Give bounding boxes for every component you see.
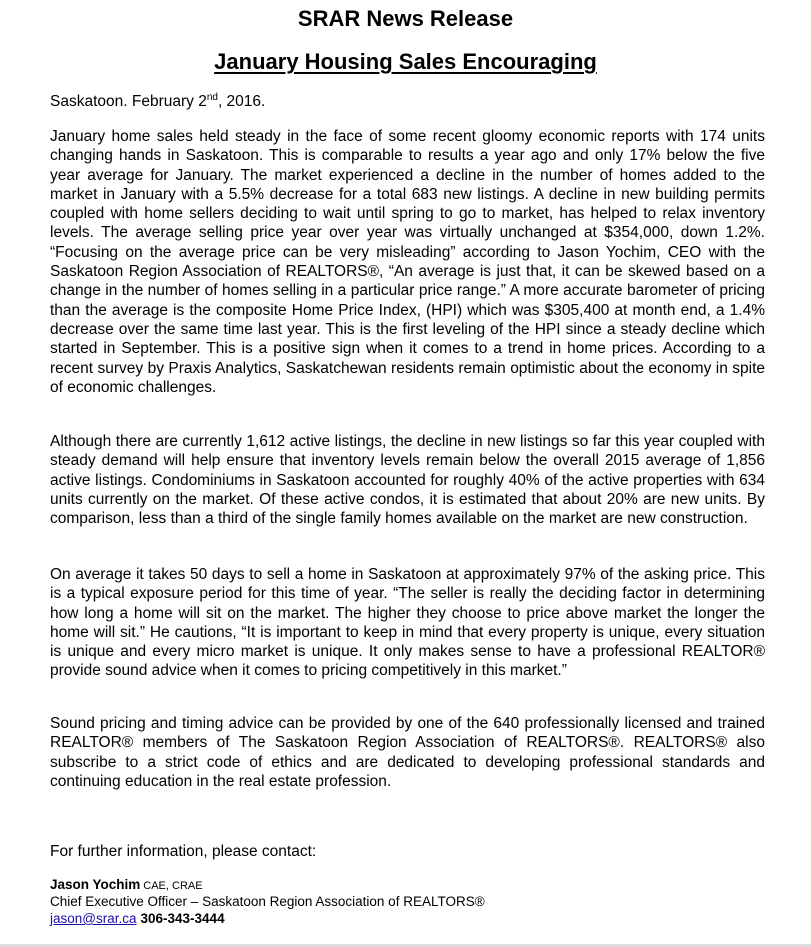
body-paragraph-2: Although there are currently 1,612 active listings, the decline in new listings so far this year coupled with steady demand will help ensure that inventory levels remain below the overall 2015 average of 1,856 active listings. Condominiums in Saskatoon accounted for roughly 40% of the active properties with 634 units currently on the market. Of these active condos, it is estimated that about 20% are new units. By comparison, less than a third of the single family homes available on the market are new construction. [50,433,765,528]
contact-name: Jason Yochim [50,877,141,892]
dateline-prefix: Saskatoon. February 2 [50,93,207,110]
contact-phone: 306-343-3444 [140,911,225,926]
release-header-title: SRAR News Release [297,6,514,31]
body-paragraph-4: Sound pricing and timing advice can be provided by one of the 640 professionally licensed and trained REALTOR® members of The Saskatoon Region Association of REALTORS®. REALTORS® also subscribe to a strict code of ethics and are dedicated to developing professional standards and continuing education in the real estate profession. [50,715,765,790]
dateline-superscript: nd [206,91,218,103]
body-paragraph-1: January home sales held steady in the face of some recent gloomy economic reports with 174 units changing hands in Saskatoon. This is comparable to results a year ago and only 17% below the five year average for January. The market experienced a decline in the number of homes added to the market in January with a 5.5% decrease for a total 683 new listings. A decline in new building permits coupled with home sellers deciding to wait until spring to go to market, has helped to relax inventory levels. The average selling price year over year was virtually unchanged at $354,000, down 1.2%. “Focusing on the average price can be very misleading” according to Jason Yochim, CEO with the Saskatoon Region Association of REALTORS®, “An average is just that, it can be skewed based on a change in the number of homes selling in a particular price range.” A more accurate barometer of pricing than the average is the composite Home Price Index, (HPI) which was $305,400 at month end, a 1.4% decrease over the same time last year. This is the first leveling of the HPI since a steady decline which started in September. This is a positive sign when it comes to a trend in home prices. According to a recent survey by Praxis Analytics, Saskatchewan residents remain optimistic about the economy in spite of economic challenges. [50,128,765,396]
contact-title: Chief Executive Officer – Saskatoon Region Association of REALTORS® [50,894,485,909]
headline: January Housing Sales Encouraging [214,49,597,74]
contact-details [50,910,225,927]
body-paragraph-3: On average it takes 50 days to sell a home in Saskatoon at approximately 97% of the asking price. This is a typical exposure period for this time of year. “The seller is really the deciding factor in determining how long a home will sit on the market. The higher they choose to price above market the longer the home will sit.” He cautions, “It is important to keep in mind that every property is unique, every situation is unique and every micro market is unique. It only makes sense to have a professional REALTOR® provide sound advice when it comes to pricing competitively in this market.” [50,566,765,680]
dateline-suffix: , 2016. [217,93,266,110]
contact-intro: For further information, please contact: [50,843,317,860]
contact-email-link[interactable]: jason@srar.ca [50,911,137,926]
dateline [50,92,265,111]
contact-credentials: CAE, CRAE [143,880,203,892]
